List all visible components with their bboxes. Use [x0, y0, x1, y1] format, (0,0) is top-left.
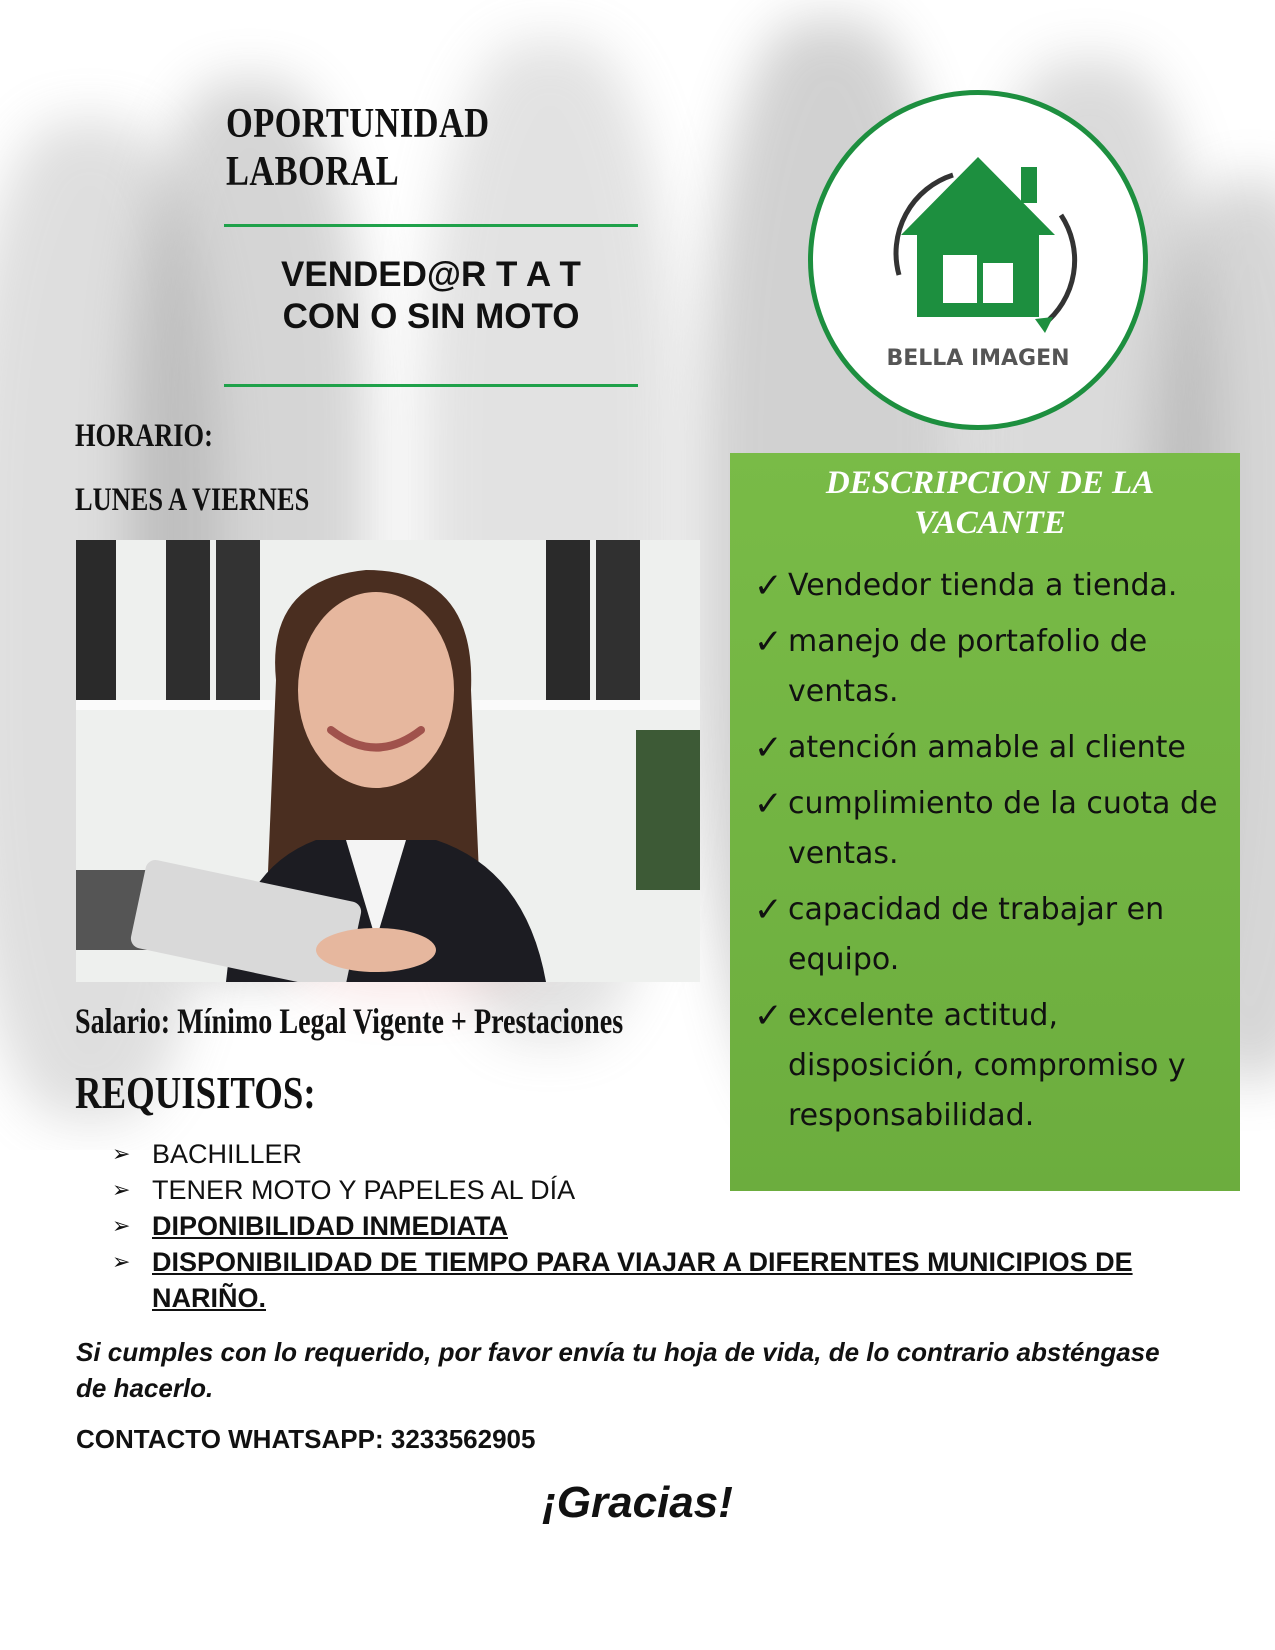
checkmark-icon: ✓	[754, 622, 783, 662]
requirements-heading: REQUISITOS:	[75, 1067, 316, 1118]
duty-text: manejo de portafolio de ventas.	[788, 624, 1148, 709]
requirement-item	[112, 1136, 1192, 1172]
divider-bottom	[224, 384, 638, 387]
requirement-item	[112, 1244, 1192, 1316]
requirement-item	[112, 1172, 1192, 1208]
arrow-bullet-icon: ➢	[112, 1249, 131, 1274]
requirement-text: DISPONIBILIDAD DE TIEMPO PARA VIAJAR A DIFERENTES MUNICIPIOS DE NARIÑO.	[152, 1247, 1133, 1313]
logo-text: BELLA IMAGEN	[886, 346, 1070, 371]
salary-text: Salario: Mínimo Legal Vigente + Prestaciones	[75, 1001, 624, 1041]
checkmark-icon: ✓	[754, 890, 783, 930]
whatsapp-contact: CONTACTO WHATSAPP: 3233562905	[76, 1424, 536, 1454]
closing-thanks: ¡Gracias!	[542, 1478, 733, 1527]
checkmark-icon: ✓	[754, 784, 783, 824]
arrow-bullet-icon: ➢	[112, 1141, 131, 1166]
job-title-line-1: VENDED@R T A T	[281, 255, 581, 294]
duty-item	[754, 617, 1226, 717]
job-title	[224, 254, 638, 338]
arrow-bullet-icon: ➢	[112, 1213, 131, 1238]
schedule-heading: HORARIO:	[75, 418, 213, 454]
requirement-text: TENER MOTO Y PAPELES AL DÍA	[152, 1175, 576, 1205]
requirement-text: DIPONIBILIDAD INMEDIATA	[152, 1211, 508, 1241]
checkmark-icon: ✓	[754, 566, 783, 606]
requirements-list	[112, 1136, 1192, 1316]
vacancy-description-box	[730, 453, 1240, 1191]
page-title: OPORTUNIDAD LABORAL	[226, 101, 490, 195]
candidate-photo	[76, 540, 700, 982]
duty-text: capacidad de trabajar en equipo.	[788, 892, 1165, 977]
schedule-value: LUNES A VIERNES	[75, 482, 310, 518]
vacancy-description-title: DESCRIPCION DE LA VACANTE	[825, 465, 1155, 541]
duty-item	[754, 885, 1226, 985]
arrow-bullet-icon: ➢	[112, 1177, 131, 1202]
application-note: Si cumples con lo requerido, por favor envía tu hoja de vida, de lo contrario absténgase de hacerlo.	[76, 1337, 1160, 1403]
duty-text: cumplimiento de la cuota de ventas.	[788, 786, 1218, 871]
duty-item	[754, 561, 1226, 611]
requirement-text: BACHILLER	[152, 1139, 303, 1169]
duty-text: Vendedor tienda a tienda.	[788, 568, 1178, 603]
checkmark-icon: ✓	[754, 728, 783, 768]
checkmark-icon: ✓	[754, 996, 783, 1036]
duty-item	[754, 779, 1226, 879]
duty-text: excelente actitud, disposición, compromiso y responsabilidad.	[788, 998, 1186, 1133]
divider-top	[224, 224, 638, 227]
requirement-item	[112, 1208, 1192, 1244]
duty-text: atención amable al cliente	[788, 730, 1186, 765]
duty-item	[754, 991, 1226, 1141]
bella-imagen-logo	[808, 90, 1148, 430]
duty-item	[754, 723, 1226, 773]
job-title-line-2: CON O SIN MOTO	[282, 297, 580, 336]
